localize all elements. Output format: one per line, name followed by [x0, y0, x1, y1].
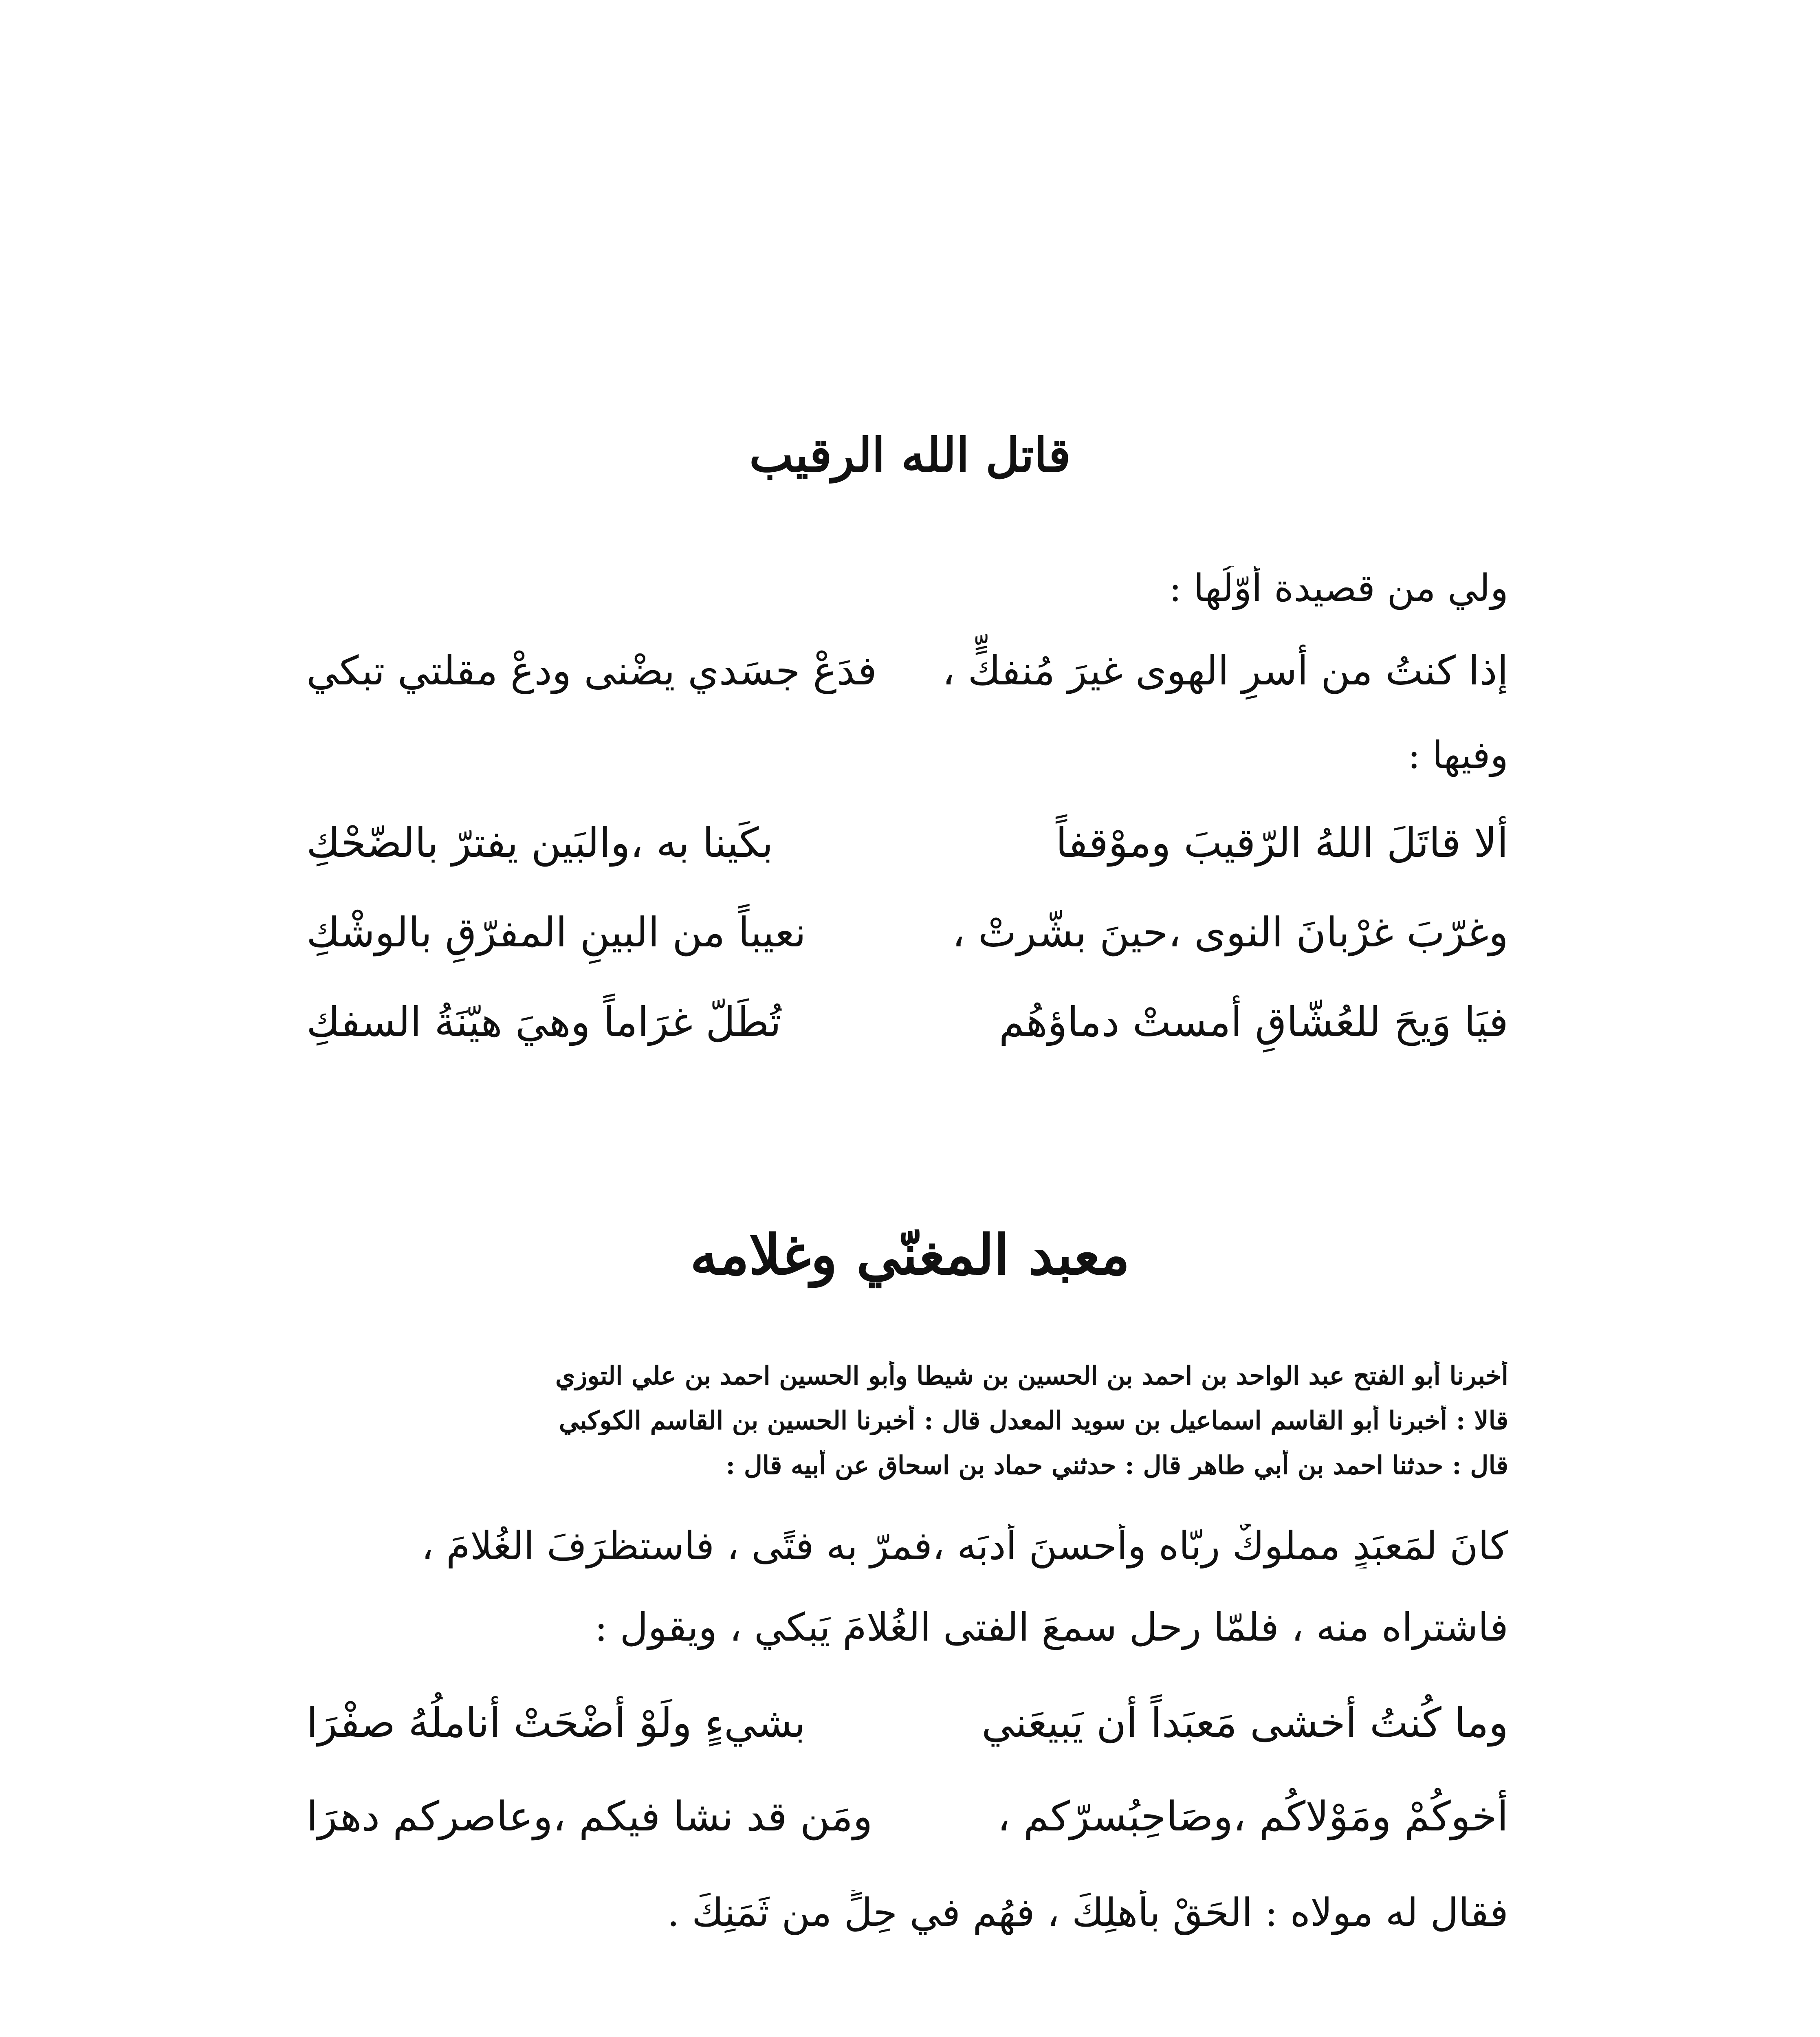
verse-second-hemistich: بكَينا به ،والبَين يفترّ بالضّحْكِ — [306, 819, 773, 867]
section-title: قاتل الله الرقيب — [749, 428, 1071, 483]
verse-line — [306, 998, 1508, 1055]
verse-first-hemistich: أخوكُمْ ومَوْلاكُم ،وصَاحِبُسرّكم ، — [997, 1793, 1508, 1840]
verse-first-hemistich: إذا كنتُ من أسرِ الهوى غيرَ مُنفكٍّ ، — [942, 648, 1508, 694]
prose-line: فقال له مولاه : الحَقْ بأهلِكَ ، فهُم في حِلٍّ من ثَمَنِكَ . — [667, 1890, 1508, 1935]
verse-second-hemistich: بشيءٍ ولَوْ أضْحَتْ أناملُهُ صفْرَا — [306, 1699, 806, 1747]
verse-first-hemistich: وغرّبَ غرْبانَ النوى ،حينَ بشّرتْ ، — [952, 909, 1508, 956]
verse-first-hemistich: ألا قاتَلَ اللهُ الرّقيبَ وموْقفاً — [1056, 819, 1508, 867]
verse-line — [306, 909, 1508, 966]
verse-line — [306, 1699, 1508, 1756]
verse-second-hemistich: فدَعْ جسَدي يضْنى ودعْ مقلتي تبكي — [306, 648, 877, 694]
poem-intro: وفيها : — [1408, 733, 1508, 777]
verse-first-hemistich: وما كُنتُ أخشى مَعبَداً أن يَبيعَني — [982, 1699, 1508, 1747]
verse-second-hemistich: ومَن قد نشا فيكم ،وعاصركم دهرَا — [306, 1793, 873, 1840]
verse-second-hemistich: نعيباً من البينِ المفرّقِ بالوشْكِ — [306, 909, 806, 956]
isnad-line: قالا : أخبرنا أبو القاسم اسماعيل بن سويد المعدل قال : أخبرنا الحسين بن القاسم الكوكبي — [559, 1406, 1508, 1435]
prose-line: فاشتراه منه ، فلمّا رحل سمعَ الفتى الغُلامَ يَبكي ، ويقول : — [594, 1605, 1508, 1650]
verse-line — [306, 819, 1508, 876]
prose-line: كانَ لمَعبَدٍ مملوكٌ ربّاه وأحسنَ أدبَه ،فمرّ به فتًى ، فاستظرَفَ الغُلامَ ، — [421, 1524, 1508, 1568]
verse-line — [306, 1793, 1508, 1850]
isnad-line: قال : حدثنا احمد بن أبي طاهر قال : حدثني حماد بن اسحاق عن أبيه قال : — [726, 1450, 1508, 1480]
isnad-line: أخبرنا أبو الفتح عبد الواحد بن احمد بن الحسين بن شيطا وأبو الحسين احمد بن علي التوزي — [555, 1361, 1508, 1390]
verse-second-hemistich: تُطَلّ غرَاماً وهيَ هيّنَةُ السفكِ — [306, 998, 781, 1046]
section-title: معبد المغنّي وغلامه — [690, 1222, 1130, 1287]
verse-first-hemistich: فيَا وَيحَ للعُشّاقِ أمستْ دماؤهُم — [999, 998, 1508, 1046]
poem-intro: ولي من قصيدة أوّلُها : — [1169, 566, 1508, 610]
verse-line — [306, 648, 1508, 705]
